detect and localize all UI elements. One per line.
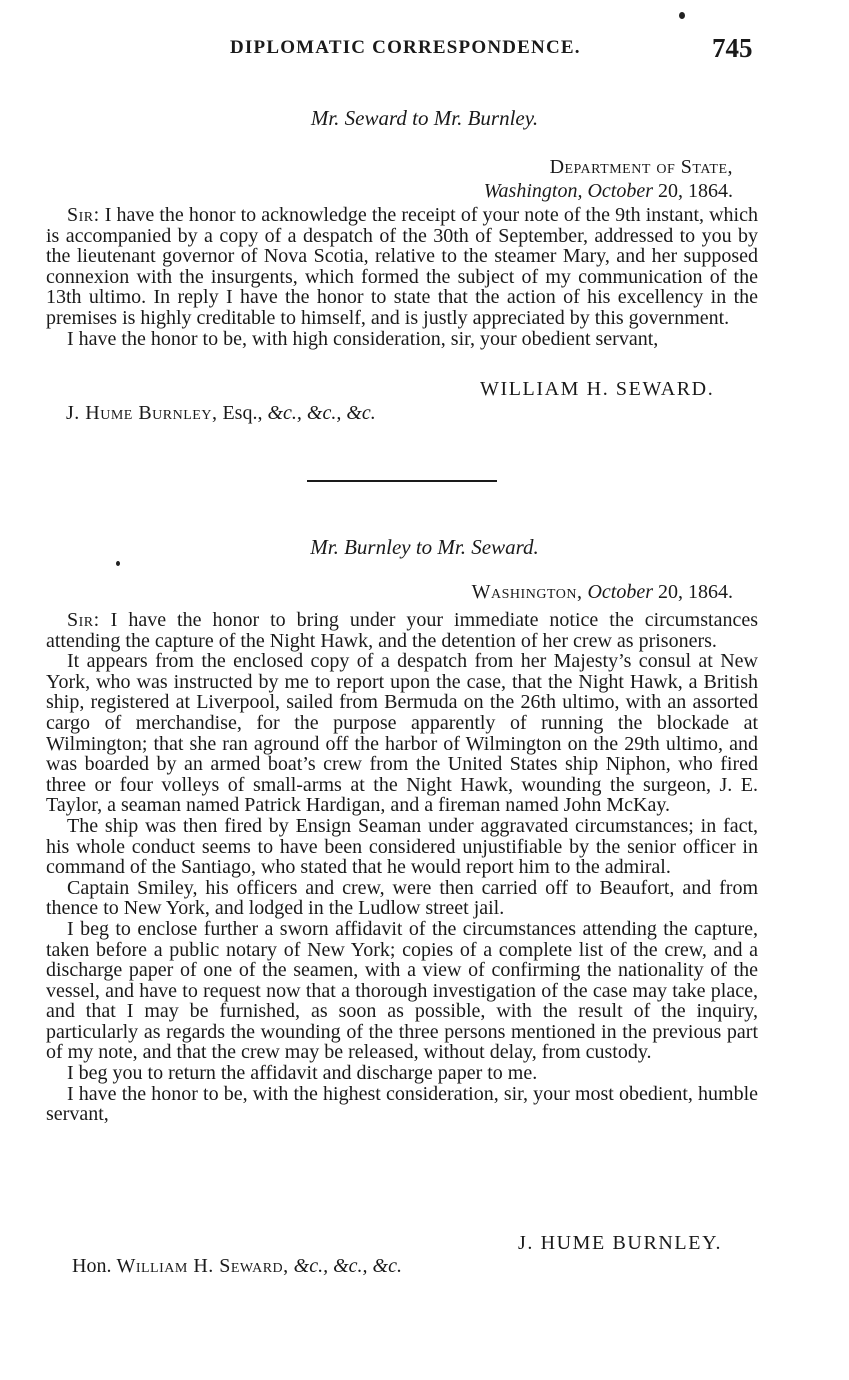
letter2-paragraph: It appears from the enclosed copy of a despatch from her Majesty’s consul at New York, who was instructed by me to report upon the case, that the Night Hawk, a British ship, registered at Liverpool, sailed from Bermuda on the 26th ultimo, with an assorted cargo of merchandise, for the purpose apparently of running the blockade at Wilmington; that she ran aground off the harbor of Wilmington on the 29th ultimo, and was boarded by an armed boat’s crew from the United States ship Niphon, who fired three or four volleys of small-arms at the Night Hawk, wounding the surgeon, J. E. Taylor, a seaman named Patrick Hardigan, and a fireman named John McKay. [46, 650, 758, 817]
letter1-date: Washington, October 20, 1864. [483, 180, 733, 202]
letter2-paragraph: Captain Smiley, his officers and crew, were then carried off to Beaufort, and from thence to New York, and lodged in the Ludlow street jail. [46, 876, 758, 920]
letter1-dateline [300, 155, 733, 203]
letter1-department: Department of State, [549, 156, 733, 178]
letter2-signature: J. HUME BURNLEY. [518, 1232, 723, 1254]
letter2-date: Washington, October 20, 1864. [471, 581, 733, 603]
letter1-signature: WILLIAM H. SEWARD. [480, 378, 715, 400]
letter2-heading: Mr. Burnley to Mr. Seward. [310, 535, 539, 559]
letter2-closing: I have the honor to be, with the highest consideration, sir, your most obedient, humble servant, [46, 1082, 758, 1126]
letter1-heading: Mr. Seward to Mr. Burnley. [310, 106, 539, 130]
section-divider [307, 480, 497, 482]
running-title: DIPLOMATIC CORRESPONDENCE. [230, 37, 581, 58]
letter2-paragraph: The ship was then fired by Ensign Seaman under aggravated circumstances; in fact, his whole conduct seems to have been considered unjustifiable by the senior officer in command of the Santiago, who stated that he would report him to the admiral. [46, 814, 758, 879]
running-head [0, 33, 849, 67]
letter2-paragraph: I beg you to return the affidavit and discharge paper to me. [67, 1062, 538, 1085]
letter1-paragraph: Sir: I have the honor to acknowledge the receipt of your note of the 9th instant, which is accompanied by a copy of a despatch of the 30th of September, addressed to you by the lieutenant governor of Nova Scotia, relative to the steamer Mary, and her supposed connexion with the insurgents, which formed the subject of my communication of the 13th ultimo. In reply I have the honor to state that the action of his excellency in the premises is highly creditable to himself, and is justly appreciated by this government. [46, 204, 758, 329]
letter2-paragraph: I beg to enclose further a sworn affidavit of the circumstances attending the capture, taken before a public notary of New York; copies of a complete list of the crew, and a discharge paper of one of the seamen, with a view of confirming the nationality of the vessel, and have to request now that a thorough investigation of the case may take place, and that I may be furnished, as soon as possible, with the result of the inquiry, particularly as regards the wounding of the three persons mentioned in the previous part of my note, and that the crew may be released, without delay, from custody. [46, 917, 758, 1064]
letter2-dateline [300, 580, 733, 604]
letter1-body [46, 205, 758, 349]
letter2-paragraph: Sir: I have the honor to bring under your immediate notice the circumstances attending the capture of the Night Hawk, and the detention of her crew as prisoners. [46, 609, 758, 652]
letter1-addressee: J. Hume Burnley, Esq., &c., &c., &c. [66, 402, 376, 424]
letter1-salutation: Sir: [67, 204, 100, 226]
letter2-salutation: Sir: [67, 609, 100, 631]
ink-speck [116, 561, 120, 566]
ink-speck [679, 12, 685, 19]
letter2-body [46, 610, 758, 1125]
page-number: 745 [712, 33, 753, 63]
letter1-closing: I have the honor to be, with high consideration, sir, your obedient servant, [67, 327, 659, 350]
letter2-addressee: Hon. William H. Seward, &c., &c., &c. [72, 1255, 402, 1277]
